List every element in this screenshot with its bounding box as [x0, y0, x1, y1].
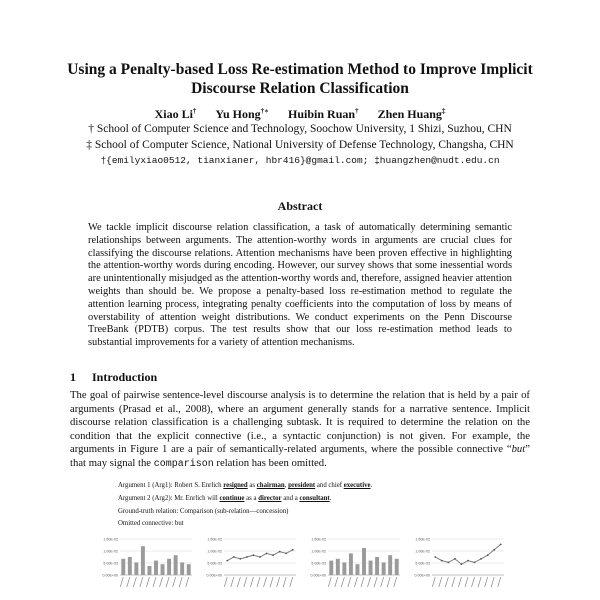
x-tick-mark — [146, 577, 149, 587]
x-tick-mark — [133, 577, 136, 587]
y-tick-label: 0.00E+00 — [414, 573, 430, 578]
chart-bar — [369, 561, 373, 575]
highlight-word: president — [288, 482, 316, 489]
author-mark: †∗ — [260, 107, 270, 115]
chart-svg — [408, 533, 508, 600]
author-mark: † — [355, 107, 359, 115]
affiliation-1: † School of Computer Science and Technology, Soochow University, 1 Shizi, Suzhou, CHN — [88, 123, 512, 135]
x-tick-mark — [224, 577, 227, 587]
chart-bar — [395, 559, 399, 575]
chart-bar — [128, 557, 132, 575]
author — [215, 107, 269, 121]
figure-omitted: Omitted connective: but — [118, 520, 184, 528]
highlight-word: executive — [343, 482, 371, 489]
author — [288, 107, 359, 121]
highlight-word: resigned — [223, 482, 248, 489]
chart-point — [467, 560, 469, 562]
intro-text: The goal of pairwise sentence-level discourse analysis is to determine the relation that is held by a pair of arguments (Prasad et al., 2008), where an argument generally stands for a narrative sentence. Implicit discourse relation classification is a challenging subtask. It is required to determine the relation on the condition that the explicit connective (i.e., a syntactic conjunction) is not given. For example, the arguments in Figure 1 are a pair of semantically-related arguments, where the possible connective “ — [70, 389, 530, 456]
affiliation-2: ‡ School of Computer Science, National University of Defense Technology, Changsha, CHN — [86, 139, 514, 151]
section-title: Introduction — [92, 370, 158, 384]
highlight-word: continue — [219, 494, 245, 502]
figure-arg1 — [118, 480, 448, 493]
x-tick-mark — [179, 577, 182, 587]
chart-point — [480, 558, 482, 560]
chart-point — [447, 562, 449, 564]
y-tick-label: 1.50E-02 — [311, 537, 326, 542]
author-name: Huibin Ruan — [288, 107, 356, 121]
x-tick-mark — [127, 577, 130, 587]
author-mark: ‡ — [441, 107, 446, 115]
attention-chart-1 — [96, 533, 196, 600]
x-tick-mark — [491, 577, 494, 587]
x-tick-mark — [328, 577, 331, 587]
chart-point — [259, 556, 261, 558]
x-tick-mark — [465, 577, 468, 587]
arg1-text: , — [284, 482, 289, 489]
y-tick-label: 1.00E-02 — [207, 549, 222, 554]
chart-bar — [342, 562, 346, 575]
x-tick-mark — [237, 577, 240, 587]
chart-point — [441, 560, 443, 562]
y-tick-label: 5.00E-03 — [103, 561, 118, 566]
x-tick-mark — [250, 577, 253, 587]
paper-title — [60, 60, 540, 98]
chart-bar — [187, 564, 191, 575]
author-mark: † — [192, 107, 197, 115]
chart-point — [246, 556, 248, 558]
author — [155, 107, 197, 121]
chart-bar — [121, 559, 125, 575]
intro-paragraph — [70, 389, 530, 472]
x-tick-mark — [244, 577, 247, 587]
chart-point — [493, 549, 495, 551]
x-tick-mark — [290, 577, 293, 587]
y-tick-label: 1.50E-02 — [207, 537, 222, 542]
x-tick-mark — [283, 577, 286, 587]
chart-bar — [180, 562, 184, 575]
title-line-1: Using a Penalty-based Loss Re-estimation Method to Improve Implicit — [67, 61, 533, 78]
y-tick-label: 1.00E-02 — [415, 549, 430, 554]
y-tick-label: 5.00E-03 — [207, 561, 222, 566]
email-line: †{emilyxiao0512, tianxianer, hbr416}@gmail.com; ‡huangzhen@nudt.edu.cn — [100, 155, 500, 166]
chart-svg — [304, 533, 404, 600]
chart-point — [487, 554, 489, 556]
chart-bar — [349, 553, 353, 575]
figure-1 — [118, 480, 448, 531]
author-list — [60, 106, 540, 122]
x-tick-mark — [341, 577, 344, 587]
chart-line — [227, 550, 292, 561]
y-tick-label: 1.00E-02 — [311, 549, 326, 554]
x-tick-mark — [166, 577, 169, 587]
arg1-text: as — [247, 482, 257, 489]
attention-chart-3 — [304, 533, 404, 600]
x-tick-mark — [354, 577, 357, 587]
chart-point — [226, 560, 228, 562]
x-tick-mark — [368, 577, 371, 587]
chart-point — [461, 563, 463, 565]
chart-point — [292, 549, 294, 551]
section-number: 1 — [70, 370, 76, 384]
chart-point — [474, 562, 476, 564]
x-tick-mark — [277, 577, 280, 587]
intro-text-mid: ” that may signal the — [70, 443, 530, 469]
y-tick-label: 0.00E+00 — [102, 573, 118, 578]
section-heading — [70, 370, 157, 385]
chart-point — [233, 556, 235, 558]
x-tick-mark — [257, 577, 260, 587]
x-tick-mark — [153, 577, 156, 587]
x-tick-mark — [374, 577, 377, 587]
x-tick-mark — [270, 577, 273, 587]
chart-bar — [355, 564, 359, 575]
arg1-prefix: Argument 1 (Arg1): Robert S. Enrlich — [118, 482, 224, 489]
x-tick-mark — [264, 577, 267, 587]
chart-point — [285, 553, 287, 555]
y-tick-label: 0.00E+00 — [206, 573, 222, 578]
connective-but: but — [511, 443, 526, 456]
highlight-word: director — [258, 494, 282, 502]
highlight-word: chairman — [256, 482, 285, 489]
arg1-text: and chief — [315, 482, 344, 489]
highlight-word: consultant — [299, 494, 330, 502]
chart-point — [434, 556, 436, 558]
x-tick-mark — [452, 577, 455, 587]
author-name: Xiao Li — [154, 107, 193, 121]
x-tick-mark — [394, 577, 397, 587]
chart-point — [266, 553, 268, 555]
x-tick-mark — [478, 577, 481, 587]
attention-chart-2 — [200, 533, 300, 600]
chart-bar — [147, 566, 151, 575]
chart-point — [500, 544, 502, 546]
chart-bar — [161, 564, 165, 575]
chart-bar — [141, 546, 145, 575]
relation-code: comparison — [153, 458, 214, 470]
chart-bar — [336, 559, 340, 575]
x-tick-mark — [432, 577, 435, 587]
chart-bar — [167, 559, 171, 575]
chart-point — [454, 558, 456, 560]
chart-point — [279, 551, 281, 553]
chart-bar — [362, 548, 366, 575]
x-tick-mark — [173, 577, 176, 587]
chart-svg — [200, 533, 300, 600]
x-tick-mark — [439, 577, 442, 587]
x-tick-mark — [485, 577, 488, 587]
x-tick-mark — [231, 577, 234, 587]
chart-svg — [96, 533, 196, 600]
author-name: Yu Hong — [215, 107, 261, 121]
x-tick-mark — [186, 577, 189, 587]
chart-point — [272, 554, 274, 556]
x-tick-mark — [458, 577, 461, 587]
x-tick-mark — [120, 577, 123, 587]
chart-point — [253, 554, 255, 556]
x-tick-mark — [498, 577, 501, 587]
y-tick-label: 1.50E-02 — [103, 537, 118, 542]
y-tick-label: 0.00E+00 — [310, 573, 326, 578]
chart-bar — [375, 557, 379, 575]
x-tick-mark — [361, 577, 364, 587]
attention-chart-4 — [408, 533, 508, 600]
chart-point — [239, 558, 241, 560]
x-tick-mark — [160, 577, 163, 587]
arg2-text: . — [329, 494, 332, 502]
author — [378, 107, 446, 121]
title-line-2: Discourse Relation Classification — [191, 80, 409, 97]
abstract-text: We tackle implicit discourse relation classification, a task of automatically determining semantic relationships between arguments. The attention-worthy words in arguments are crucial clues for classifying the discourse relations. Attention mechanisms have been proven effective in highlighting the attention-worthy words during encoding. However, our survey shows that some inessential words are unintentionally misjudged as the attention-worthy words and, therefore, assigned heavier attention weights than should be. We propose a penalty-based loss re-estimation method to regulate the attention learning process, integrating penalty coefficients into the computation of loss by means of overstability of attention weight distributions. We conduct experiments on the Penn Discourse TreeBank (PDTB) corpus. The test results show that our loss re-estimation method leads to substantial improvements for a variety of attention mechanisms. — [88, 222, 512, 349]
chart-bar — [329, 561, 333, 575]
chart-bar — [174, 555, 178, 575]
chart-bar — [388, 555, 392, 575]
x-tick-mark — [472, 577, 475, 587]
arg2-text: as a — [244, 494, 259, 502]
arg1-text: . — [370, 482, 373, 489]
arg2-text: and a — [281, 494, 300, 502]
y-tick-label: 5.00E-03 — [311, 561, 326, 566]
x-tick-mark — [387, 577, 390, 587]
y-tick-label: 5.00E-03 — [415, 561, 430, 566]
x-tick-mark — [348, 577, 351, 587]
chart-bar — [134, 562, 138, 575]
y-tick-label: 1.50E-02 — [415, 537, 430, 542]
arg2-prefix: Argument 2 (Arg2): Mr. Enrlich will — [118, 494, 220, 502]
x-tick-mark — [381, 577, 384, 587]
x-tick-mark — [445, 577, 448, 587]
chart-bar — [382, 562, 386, 575]
intro-text-end: relation has been omitted. — [213, 456, 327, 469]
abstract-heading: Abstract — [277, 199, 323, 213]
x-tick-mark — [335, 577, 338, 587]
y-tick-label: 1.00E-02 — [103, 549, 118, 554]
chart-bar — [154, 561, 158, 575]
figure-arg2 — [118, 493, 448, 506]
author-name: Zhen Huang — [377, 107, 442, 121]
figure-truth: Ground-truth relation: Comparison (sub-relation—concession) — [118, 507, 289, 515]
x-tick-mark — [140, 577, 143, 587]
